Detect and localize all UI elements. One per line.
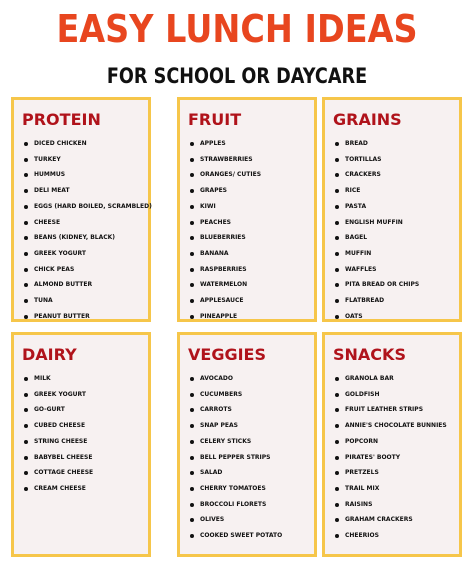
list-item: GRAHAM CRACKERS (333, 512, 459, 528)
list-item: ANNIE'S CHOCOLATE BUNNIES (333, 418, 459, 434)
list-item: BLUEBERRIES (188, 230, 314, 246)
list-item: STRAWBERRIES (188, 152, 314, 168)
list-item: CUCUMBERS (188, 387, 314, 403)
list-item: COTTAGE CHEESE (22, 465, 148, 481)
category-list (188, 371, 314, 544)
list-item: CREAM CHEESE (22, 481, 148, 497)
category-panel-snacks (322, 332, 462, 557)
list-item: RAISINS (333, 497, 459, 513)
list-item: TORTILLAS (333, 152, 459, 168)
list-item: DICED CHICKEN (22, 136, 148, 152)
category-heading: PROTEIN (22, 110, 101, 129)
category-heading: SNACKS (333, 345, 406, 364)
list-item: WAFFLES (333, 262, 459, 278)
list-item: TUNA (22, 293, 148, 309)
category-heading: FRUIT (188, 110, 242, 129)
category-panel-grains (322, 97, 462, 322)
list-item: GRAPES (188, 183, 314, 199)
list-item: APPLES (188, 136, 314, 152)
list-item: CARROTS (188, 402, 314, 418)
category-list (22, 136, 152, 324)
list-item: BROCCOLI FLORETS (188, 497, 314, 513)
list-item: CHERRY TOMATOES (188, 481, 314, 497)
list-item: COOKED SWEET POTATO (188, 528, 314, 544)
list-item: EGGS (HARD BOILED, SCRAMBLED) (22, 199, 148, 215)
list-item: SNAP PEAS (188, 418, 314, 434)
category-heading: VEGGIES (188, 345, 266, 364)
category-panel-veggies (177, 332, 317, 557)
list-item: TRAIL MIX (333, 481, 459, 497)
list-item: CELERY STICKS (188, 434, 314, 450)
list-item: FRUIT LEATHER STRIPS (333, 402, 459, 418)
list-item: MUFFIN (333, 246, 459, 262)
list-item: PASTA (333, 199, 459, 215)
list-item: OATS (333, 309, 459, 325)
page-subtitle: FOR SCHOOL OR DAYCARE (106, 64, 368, 88)
list-item: ORANGES/ CUTIES (188, 167, 314, 183)
list-item: GREEK YOGURT (22, 387, 148, 403)
list-item: PIRATES' BOOTY (333, 450, 459, 466)
list-item: CHEESE (22, 215, 148, 231)
list-item: KIWI (188, 199, 314, 215)
list-item: BREAD (333, 136, 459, 152)
list-item: CHEERIOS (333, 528, 459, 544)
list-item: BEANS (KIDNEY, BLACK) (22, 230, 148, 246)
list-item: PEANUT BUTTER (22, 309, 148, 325)
list-item: MILK (22, 371, 148, 387)
list-item: ENGLISH MUFFIN (333, 215, 459, 231)
list-item: RASPBERRIES (188, 262, 314, 278)
list-item: APPLESAUCE (188, 293, 314, 309)
list-item: OLIVES (188, 512, 314, 528)
category-panel-dairy (11, 332, 151, 557)
category-heading: DAIRY (22, 345, 77, 364)
list-item: PEACHES (188, 215, 314, 231)
list-item: GO-GURT (22, 402, 148, 418)
list-item: CUBED CHEESE (22, 418, 148, 434)
list-item: GRANOLA BAR (333, 371, 459, 387)
list-item: TURKEY (22, 152, 148, 168)
category-panel-fruit (177, 97, 317, 322)
list-item: BANANA (188, 246, 314, 262)
list-item: GOLDFISH (333, 387, 459, 403)
list-item: GREEK YOGURT (22, 246, 148, 262)
list-item: RICE (333, 183, 459, 199)
category-panel-protein (11, 97, 151, 322)
list-item: BABYBEL CHEESE (22, 450, 148, 466)
list-item: BELL PEPPER STRIPS (188, 450, 314, 466)
list-item: ALMOND BUTTER (22, 277, 148, 293)
list-item: POPCORN (333, 434, 459, 450)
list-item: PRETZELS (333, 465, 459, 481)
list-item: PITA BREAD OR CHIPS (333, 277, 459, 293)
category-list (333, 371, 459, 544)
list-item: SALAD (188, 465, 314, 481)
category-list (22, 371, 148, 497)
list-item: AVOCADO (188, 371, 314, 387)
category-list (333, 136, 459, 324)
category-heading: GRAINS (333, 110, 402, 129)
list-item: FLATBREAD (333, 293, 459, 309)
list-item: BAGEL (333, 230, 459, 246)
list-item: PINEAPPLE (188, 309, 314, 325)
list-item: CRACKERS (333, 167, 459, 183)
list-item: HUMMUS (22, 167, 148, 183)
list-item: CHICK PEAS (22, 262, 148, 278)
page-title: EASY LUNCH IDEAS (56, 7, 418, 51)
list-item: STRING CHEESE (22, 434, 148, 450)
list-item: DELI MEAT (22, 183, 148, 199)
list-item: WATERMELON (188, 277, 314, 293)
category-list (188, 136, 314, 324)
